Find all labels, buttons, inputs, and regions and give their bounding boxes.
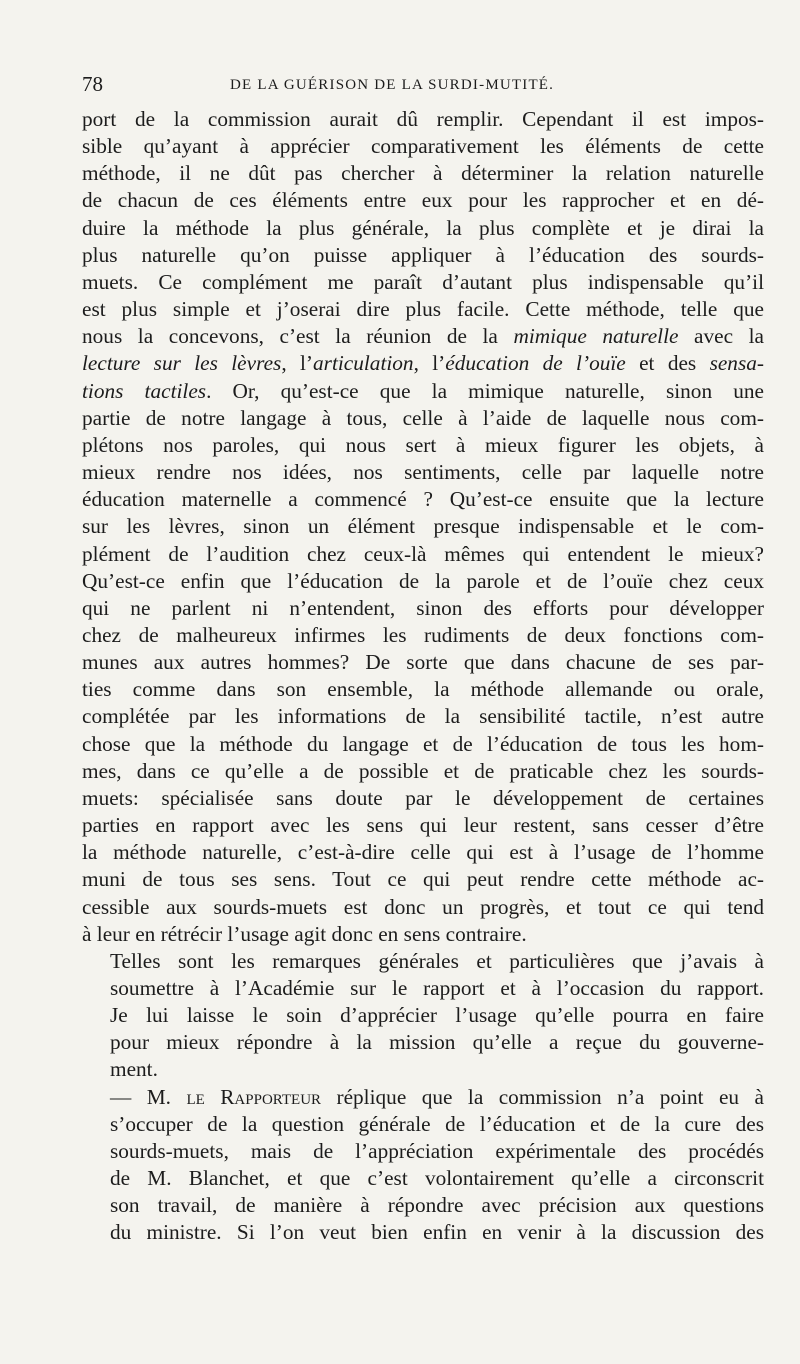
text-line: muni de tous ses sens. Tout ce qui peut rendre cette méthode ac- [82,867,764,892]
text-line: de chacun de ces éléments entre eux pour les rapprocher et en dé- [82,188,764,213]
text-line: chez de malheureux infirmes les rudiments de deux fonctions com- [82,622,764,647]
italic-term: articulation [313,351,414,376]
running-title: DE LA GUÉRISON DE LA SURDI-MUTITÉ. [230,77,555,93]
italic-term: éducation de l’ouïe [445,351,626,376]
text-line: est plus simple et j’oserai dire plus facile. Cette méthode, telle que [82,297,764,322]
text-line: ties comme dans son ensemble, la méthode allemande ou orale, [82,677,764,702]
text-line: mieux rendre nos idées, nos sentiments, celle par laquelle notre [82,460,764,485]
text-line: de M. Blanchet, et que c’est volontairement qu’elle a circonscrit [110,1166,764,1191]
paragraph [82,948,764,1084]
text-line: Qu’est-ce enfin que l’éducation de la parole et de l’ouïe chez ceux [82,568,764,593]
text-line: lecture sur les lèvres, l’articulation, l’éducation de l’ouïe et des sensa- [82,351,764,376]
text-line: Je lui laisse le soin d’apprécier l’usage qu’elle pourra en faire [110,1003,764,1028]
text-line: ment. [110,1057,158,1082]
text-line: méthode, il ne dût pas chercher à déterminer la relation naturelle [82,161,764,186]
text-line: plément de l’audition chez ceux-là mêmes qui entendent le mieux? [82,541,764,566]
text-line: tions tactiles. Or, qu’est-ce que la mimique naturelle, sinon une [82,378,764,403]
text-line: sourds-muets, mais de l’appréciation expérimentale des procédés [110,1138,764,1163]
text-line: la méthode naturelle, c’est-à-dire celle qui est à l’usage de l’homme [82,840,764,865]
text-line: port de la commission aurait dû remplir. Cependant il est impos- [82,107,764,131]
text-line: plétons nos paroles, qui nous sert à mieux figurer les objets, à [82,432,764,457]
text-line: son travail, de manière à répondre avec précision aux questions [110,1193,764,1218]
text-line: pour mieux répondre à la mission qu’elle a reçue du gouverne- [110,1030,764,1055]
text-line: s’occuper de la question générale de l’éducation et de la cure des [110,1111,764,1136]
text-line: chose que la méthode du langage et de l’éducation de tous les hom- [82,731,764,756]
text-line: duire la méthode la plus générale, la plus complète et je dirai la [82,215,764,240]
text-line: éducation maternelle a commencé ? Qu’est-ce ensuite que la lecture [82,487,764,512]
italic-term: lecture sur les lèvres [82,351,282,376]
text-line: — M. le Rapporteur réplique que la commission n’a point eu à [110,1084,764,1109]
italic-term: sensa- [709,351,764,376]
text-line: soumettre à l’Académie sur le rapport et à l’occasion du rapport. [110,976,764,1000]
text-line: partie de notre langage à tous, celle à l’aide de laquelle nous com- [82,405,764,430]
italic-term: tions tactiles [82,378,207,403]
italic-term: mimique naturelle [513,324,679,349]
text-line: à leur en rétrécir l’usage agit donc en sens contraire. [82,921,527,946]
text-line: qui ne parlent ni n’entendent, sinon des efforts pour développer [82,595,764,620]
text-line: cessible aux sourds-muets est donc un progrès, et tout ce qui tend [82,894,764,919]
paragraph [82,1084,764,1247]
body-text [82,106,764,1247]
text-line: muets: spécialisée sans doute par le développement de certaines [82,785,764,810]
text-line: sible qu’ayant à apprécier comparativement les éléments de cette [82,134,764,159]
text-line: du ministre. Si l’on veut bien enfin en venir à la discussion des [110,1220,764,1245]
text-line: nous la concevons, c’est la réunion de la mimique naturelle avec la [82,324,764,349]
text-line: mes, dans ce qu’elle a de possible et de praticable chez les sourds- [82,758,764,783]
text-line: parties en rapport avec les sens qui leur restent, sans cesser d’être [82,813,764,838]
page-header [82,66,764,106]
text-line: munes aux autres hommes? De sorte que dans chacune de ses par- [82,650,764,675]
text-line: complétée par les informations de la sensibilité tactile, n’est autre [82,704,764,729]
paragraph [82,106,764,948]
page-number: 78 [82,72,103,96]
text-line: plus naturelle qu’on puisse appliquer à l’éducation des sourds- [82,242,764,267]
speaker-name: le Rapporteur [186,1084,322,1109]
text-line: Telles sont les remarques générales et particulières que j’avais à [110,948,764,973]
text-line: sur les lèvres, sinon un élément presque indispensable et le com- [82,514,764,539]
text-line: muets. Ce complément me paraît d’autant plus indispensable qu’il [82,269,764,294]
